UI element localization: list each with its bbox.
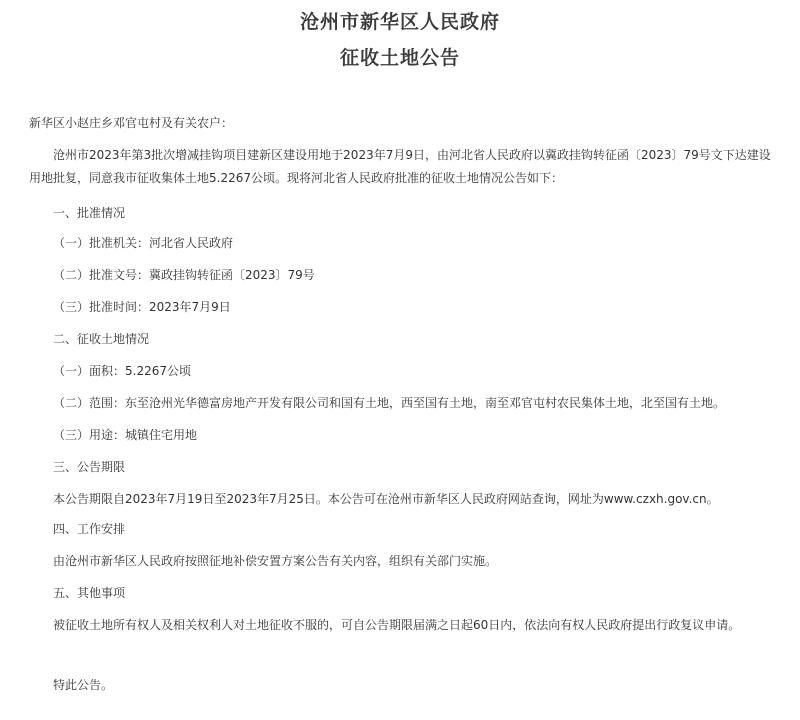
- approval-document-number: （二）批准文号：冀政挂钩转征函〔2023〕79号: [53, 268, 315, 282]
- section-2-heading: 二、征收土地情况: [53, 332, 150, 346]
- land-use: （三）用途：城镇住宅用地: [53, 428, 198, 442]
- section-4-heading: 四、工作安排: [53, 522, 126, 536]
- document-title: 沧州市新华区人民政府: [299, 11, 500, 33]
- addressee-line: 新华区小赵庄乡邓官屯村及有关农户：: [29, 116, 234, 130]
- other-matters-text: 被征收土地所有权人及相关权利人对土地征收不服的，可自公告期限届满之日起60日内，依法向有权人民政府提出行政复议申请。: [53, 618, 741, 632]
- document-subtitle: 征收土地公告: [339, 47, 460, 69]
- intro-paragraph: 沧州市2023年第3批次增减挂钩项目建新区建设用地于2023年7月9日，由河北省人民政府以冀政挂钩转征函〔2023〕79号文下达建设用地批复，同意我市征收集体土地5.2267公顷。现将河北省人民政府批准的征收土地情况公告如下：: [29, 148, 771, 185]
- closing-line: 特此公告。: [53, 678, 114, 692]
- section-1-heading: 一、批准情况: [53, 206, 126, 220]
- approval-date: （三）批准时间：2023年7月9日: [53, 300, 231, 314]
- section-3-heading: 三、公告期限: [53, 460, 126, 474]
- announcement-period-text: 本公告期限自2023年7月19日至2023年7月25日。本公告可在沧州市新华区人民政府网站查询，网址为www.czxh.gov.cn。: [53, 492, 719, 506]
- land-boundary: （二）范围：东至沧州光华德富房地产开发有限公司和国有土地，西至国有土地，南至邓官屯村农民集体土地，北至国有土地。: [53, 396, 726, 410]
- section-5-heading: 五、其他事项: [53, 586, 126, 600]
- land-area: （一）面积：5.2267公顷: [53, 364, 191, 378]
- work-arrangement-text: 由沧州市新华区人民政府按照征地补偿安置方案公告有关内容，组织有关部门实施。: [53, 554, 498, 568]
- approval-authority: （一）批准机关：河北省人民政府: [53, 236, 234, 250]
